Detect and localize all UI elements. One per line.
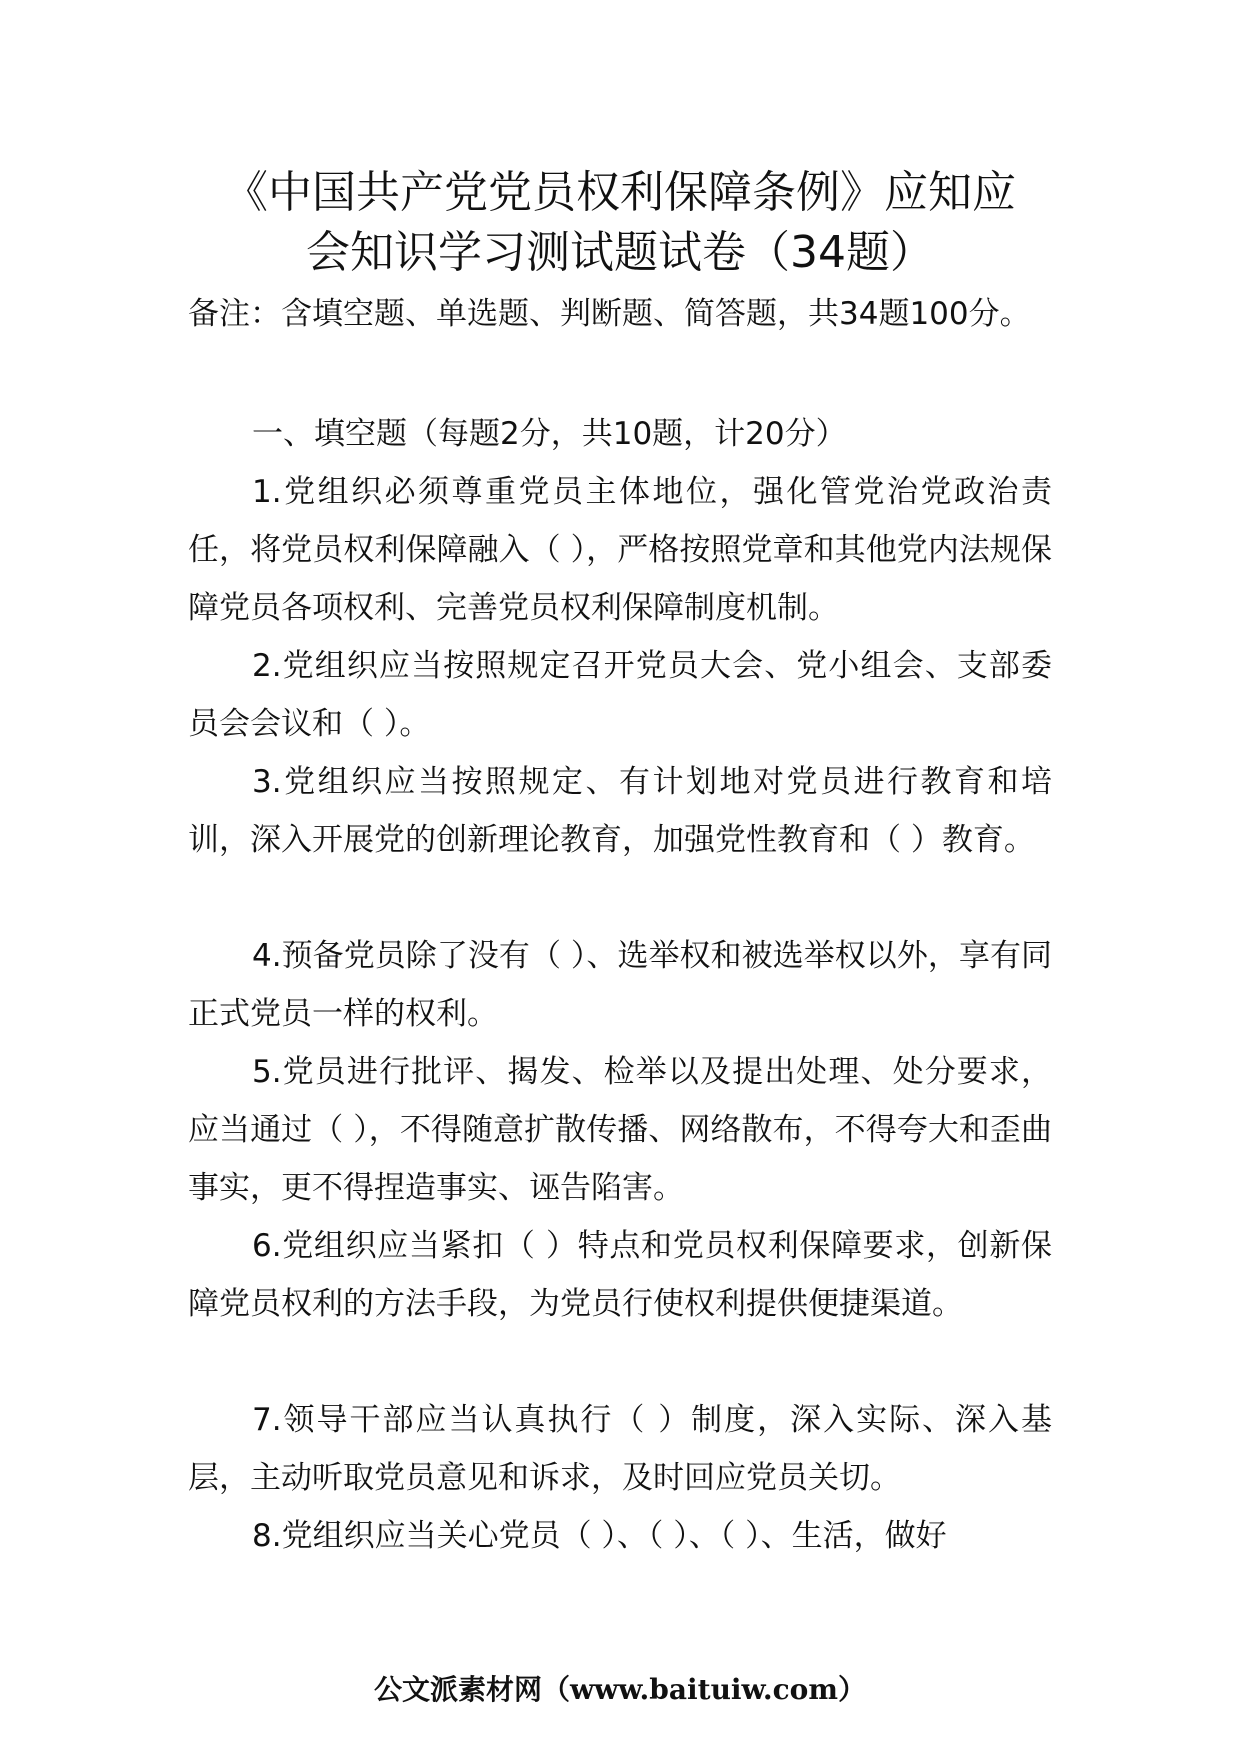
question-8: 8.党组织应当关心党员（ ）、（ ）、（ ）、生活，做好 [252,1518,947,1554]
question-7: 7.领导干部应当认真执行（ ）制度，深入实际、深入基层，主动听取党员意见和诉求，及时回应党员关切。 [188,1402,1052,1496]
question-1: 1.党组织必须尊重党员主体地位，强化管党治党政治责任，将党员权利保障融入（ ），严格按照党章和其他党内法规保障党员各项权利、完善党员权利保障制度机制。 [188,474,1052,626]
document-title-line-2: 会知识学习测试题试卷（34题） [306,227,934,278]
exam-note: 备注：含填空题、单选题、判断题、简答题，共34题100分。 [188,296,1031,332]
document-title-line-1: 《中国共产党党员权利保障条例》应知应 [224,167,1016,218]
footer-watermark-text: 公文派素材网（www.baituiw.com） [374,1673,866,1706]
question-4: 4.预备党员除了没有（ ）、选举权和被选举权以外，享有同正式党员一样的权利。 [188,938,1052,1032]
question-6: 6.党组织应当紧扣（ ）特点和党员权利保障要求，创新保障党员权利的方法手段，为党员行使权利提供便捷渠道。 [188,1228,1052,1322]
question-2: 2.党组织应当按照规定召开党员大会、党小组会、支部委员会会议和（ ）。 [188,648,1052,742]
section-heading-fill-in: 一、填空题（每题2分，共10题，计20分） [252,416,847,452]
question-3: 3.党组织应当按照规定、有计划地对党员进行教育和培训，深入开展党的创新理论教育，加强党性教育和（ ）教育。 [188,764,1052,858]
question-5: 5.党员进行批评、揭发、检举以及提出处理、处分要求，应当通过（ ），不得随意扩散传播、网络散布，不得夸大和歪曲事实，更不得捏造事实、诬告陷害。 [188,1054,1052,1206]
